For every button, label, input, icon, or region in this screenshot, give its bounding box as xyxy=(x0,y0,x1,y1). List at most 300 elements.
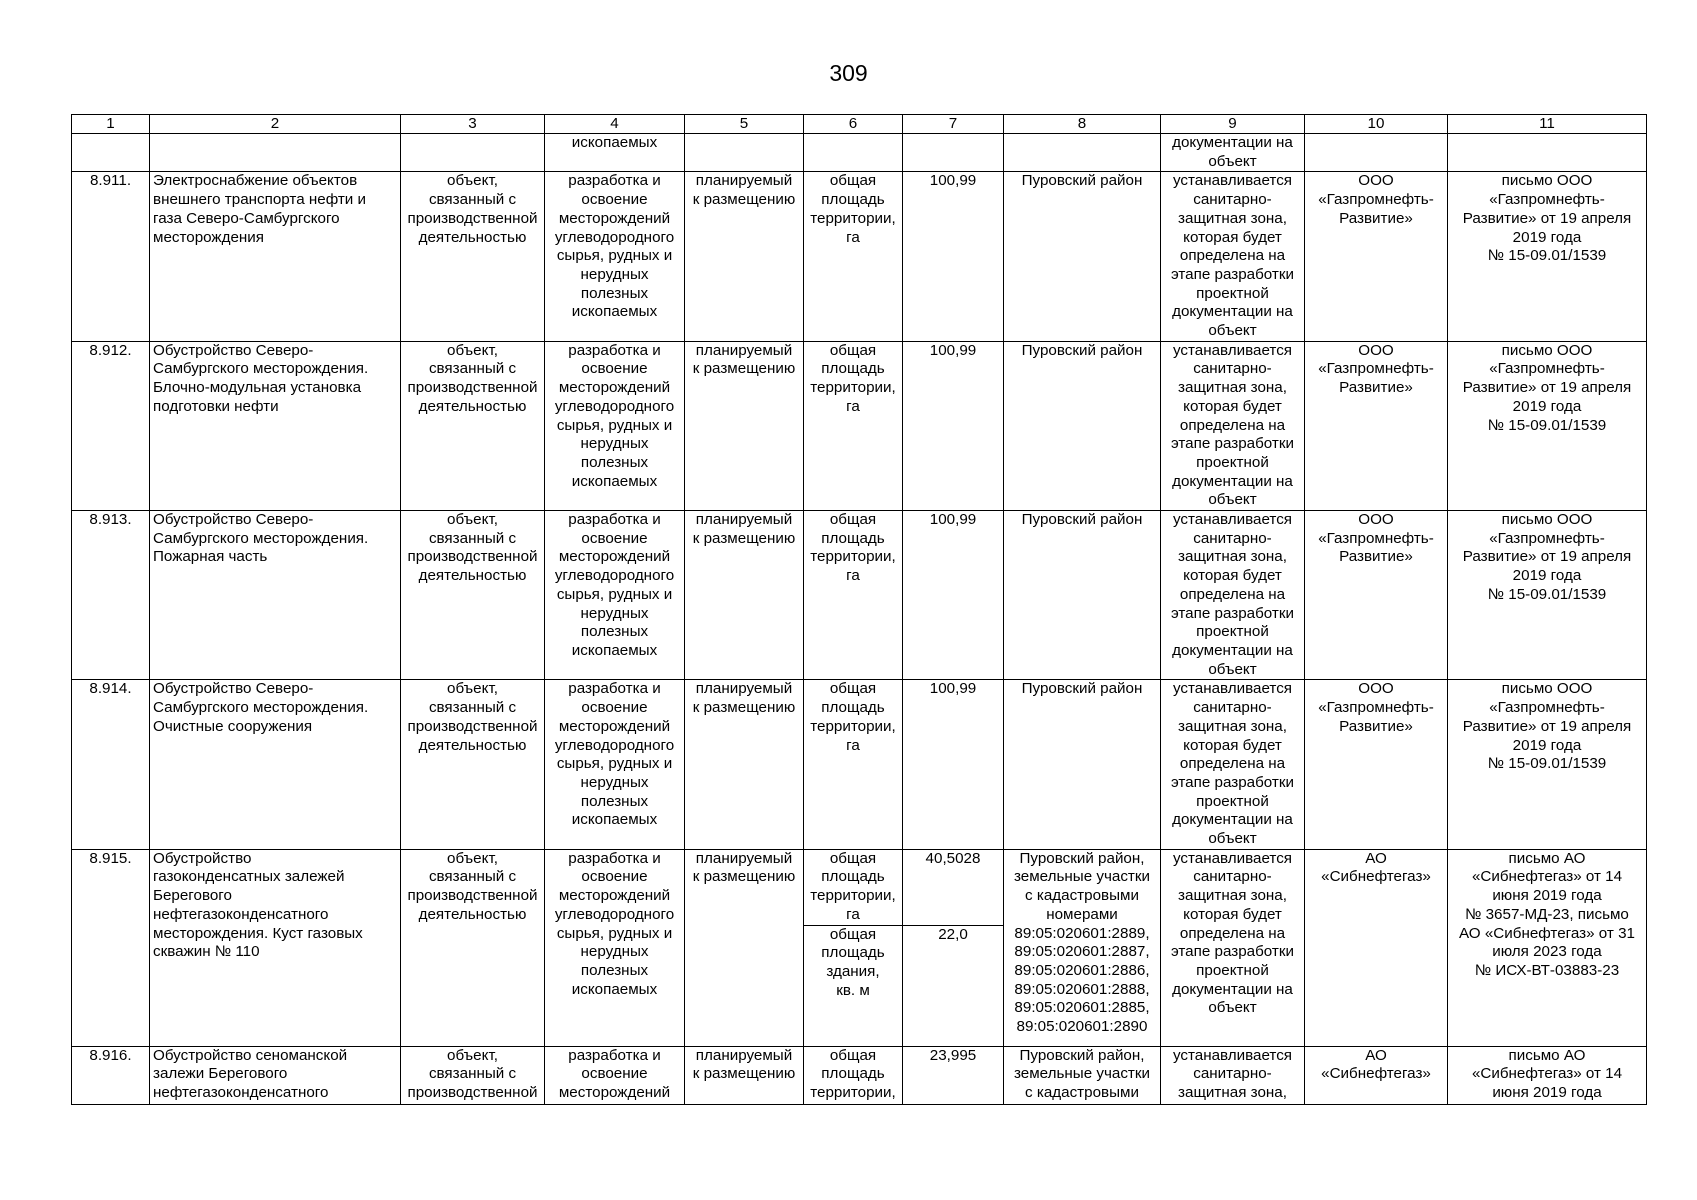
object-type-cell xyxy=(401,849,545,1046)
objects-table xyxy=(71,114,1647,1105)
cell-line: ископаемых xyxy=(571,641,658,659)
object-type-cell xyxy=(401,1046,545,1104)
cell-line: санитарно- xyxy=(1193,529,1272,547)
cell-line: га xyxy=(846,397,860,415)
initiator-cell xyxy=(1305,1046,1448,1104)
cell-line: деятельностью xyxy=(418,567,527,585)
cell-line: № 15-09.01/1539 xyxy=(1487,585,1607,603)
cell-line: объект xyxy=(1208,660,1257,678)
cell-line: письмо ООО xyxy=(1501,680,1593,698)
purpose-cell xyxy=(545,172,685,341)
cell-line: планируемый xyxy=(695,849,793,867)
value-cell: 22,0 xyxy=(903,925,1004,1046)
cell-line: скважин № 110 xyxy=(153,943,260,961)
cell-line: общая xyxy=(829,680,877,698)
cell-line: проектной xyxy=(1196,792,1269,810)
cell-line: связанный с xyxy=(428,1065,517,1083)
column-number: 7 xyxy=(903,115,1004,134)
cell-line: сырья, рудных и xyxy=(556,585,673,603)
cell-line: разработка и xyxy=(568,511,661,529)
cell-line: месторождений xyxy=(558,379,671,397)
object-name-cell xyxy=(150,680,401,849)
cell-line: нерудных xyxy=(580,943,649,961)
object-name-cell xyxy=(150,511,401,680)
purpose-cell xyxy=(545,1046,685,1104)
cell-line: июля 2023 года xyxy=(1492,943,1602,961)
cell-line: Пуровский район xyxy=(1021,680,1143,698)
object-name-cell xyxy=(150,341,401,510)
cell-line: 2019 года xyxy=(1512,736,1582,754)
cell-line: документации на xyxy=(1172,811,1293,829)
value-cell: 100,99 xyxy=(903,511,1004,680)
cell-line: углеводородного xyxy=(554,736,675,754)
table-cell xyxy=(150,134,401,172)
initiator-cell xyxy=(1305,172,1448,341)
cell-line: 89:05:020601:2885, xyxy=(1014,999,1150,1017)
continuation-row xyxy=(72,134,1647,172)
cell-line: документации на xyxy=(1172,472,1293,490)
cell-line: этапе разработки xyxy=(1170,265,1294,283)
cell-line: Пуровский район xyxy=(1021,511,1143,529)
table-cell xyxy=(72,134,150,172)
zone-cell xyxy=(1161,680,1305,849)
cell-line: определена на xyxy=(1179,585,1286,603)
cell-line: планируемый xyxy=(695,511,793,529)
cell-line: Пуровский район xyxy=(1021,341,1143,359)
source-cell xyxy=(1448,511,1647,680)
cell-line: защитная зона, xyxy=(1178,379,1287,397)
cell-line: Очистные сооружения xyxy=(153,717,313,735)
value-cell: 40,5028 xyxy=(903,849,1004,925)
cell-line: связанный с xyxy=(428,529,517,547)
cell-line: АО xyxy=(1365,849,1387,867)
cell-line: проектной xyxy=(1196,284,1269,302)
object-type-cell xyxy=(401,680,545,849)
cell-line: кв. м xyxy=(836,981,870,999)
cell-line: Берегового xyxy=(153,887,232,905)
cell-line: га xyxy=(846,228,860,246)
cell-line: которая будет xyxy=(1183,397,1282,415)
cell-line: защитная зона, xyxy=(1178,887,1287,905)
cell-line: объект, xyxy=(447,849,498,867)
cell-line: подготовки нефти xyxy=(153,397,279,415)
table-row xyxy=(72,172,1647,341)
column-number: 9 xyxy=(1161,115,1305,134)
cell-line: № 15-09.01/1539 xyxy=(1487,755,1607,773)
location-cell xyxy=(1004,172,1161,341)
cell-line: Развитие» xyxy=(1339,548,1413,566)
cell-line: связанный с xyxy=(428,868,517,886)
cell-line: определена на xyxy=(1179,416,1286,434)
cell-line: Развитие» xyxy=(1339,717,1413,735)
cell-line: санитарно- xyxy=(1193,191,1272,209)
cell-line: Развитие» от 19 апреля xyxy=(1462,209,1632,227)
cell-line: внешнего транспорта нефти и xyxy=(153,191,366,209)
location-cell xyxy=(1004,849,1161,1046)
cell-line: Пуровский район, xyxy=(1019,849,1145,867)
cell-line: Самбургского месторождения. xyxy=(153,699,369,717)
cell-line: июня 2019 года xyxy=(1492,887,1602,905)
cell-line: защитная зона, xyxy=(1178,209,1287,227)
cell-line: производственной xyxy=(407,1083,538,1101)
value-cell: 100,99 xyxy=(903,341,1004,510)
cell-line: письмо ООО xyxy=(1501,172,1593,190)
zone-cell xyxy=(1161,341,1305,510)
source-cell xyxy=(1448,1046,1647,1104)
column-number: 11 xyxy=(1448,115,1647,134)
cell-line: площадь xyxy=(821,944,885,962)
cell-line: разработка и xyxy=(568,1046,661,1064)
cell-line: территории, xyxy=(810,379,896,397)
cell-line: деятельностью xyxy=(418,736,527,754)
cell-line: объект, xyxy=(447,680,498,698)
cell-line: АО xyxy=(1365,1046,1387,1064)
table-row xyxy=(72,1046,1647,1104)
cell-line: Развитие» от 19 апреля xyxy=(1462,379,1632,397)
cell-line: № ИСХ-ВТ-03883-23 xyxy=(1474,961,1620,979)
cell-line: полезных xyxy=(580,284,649,302)
cell-line: 89:05:020601:2890 xyxy=(1016,1018,1148,1036)
cell-line: площадь xyxy=(821,360,885,378)
cell-line: документации на xyxy=(1172,641,1293,659)
cell-line: проектной xyxy=(1196,453,1269,471)
cell-line: «Газпромнефть- xyxy=(1489,360,1605,378)
cell-line: «Газпромнефть- xyxy=(1318,529,1434,547)
status-cell xyxy=(685,172,804,341)
column-number: 5 xyxy=(685,115,804,134)
cell-line: объект xyxy=(1208,322,1257,340)
cell-line: общая xyxy=(829,341,877,359)
cell-line: связанный с xyxy=(428,191,517,209)
characteristic-cell xyxy=(804,925,903,1046)
cell-line: «Газпромнефть- xyxy=(1489,529,1605,547)
column-number: 2 xyxy=(150,115,401,134)
cell-line: объект xyxy=(1208,830,1257,848)
value-cell: 100,99 xyxy=(903,172,1004,341)
source-cell xyxy=(1448,341,1647,510)
cell-line: «Газпромнефть- xyxy=(1489,699,1605,717)
cell-line: ископаемых xyxy=(571,303,658,321)
cell-line: с кадастровыми xyxy=(1025,1083,1139,1101)
cell-line: углеводородного xyxy=(554,567,675,585)
cell-line: производственной xyxy=(407,717,538,735)
cell-line: к размещению xyxy=(692,529,796,547)
table-row xyxy=(72,680,1647,849)
source-cell xyxy=(1448,849,1647,1046)
cell-line: «Газпромнефть- xyxy=(1318,360,1434,378)
cell-line: Пуровский район xyxy=(1021,172,1143,190)
cell-line: «Сибнефтегаз» от 14 xyxy=(1471,868,1623,886)
table-cell xyxy=(401,134,545,172)
cell-line: га xyxy=(846,905,860,923)
cell-line: нерудных xyxy=(580,265,649,283)
cell-line: нерудных xyxy=(580,773,649,791)
cell-line: санитарно- xyxy=(1193,868,1272,886)
cell-line: проектной xyxy=(1196,623,1269,641)
cell-line: газа Северо-Самбургского xyxy=(153,209,340,227)
table-row xyxy=(72,511,1647,680)
cell-line: разработка и xyxy=(568,172,661,190)
cell-line: освоение xyxy=(581,529,648,547)
cell-line: Обустройство Северо- xyxy=(153,511,314,529)
cell-line: сырья, рудных и xyxy=(556,247,673,265)
table-cell xyxy=(1004,134,1161,172)
cell-line: письмо АО xyxy=(1508,849,1586,867)
cell-line: 2019 года xyxy=(1512,228,1582,246)
cell-line: площадь xyxy=(821,191,885,209)
table-row xyxy=(72,849,1647,925)
cell-line: объект, xyxy=(447,341,498,359)
initiator-cell xyxy=(1305,849,1448,1046)
cell-line: санитарно- xyxy=(1193,1065,1272,1083)
cell-line: планируемый xyxy=(695,680,793,698)
cell-line: «Сибнефтегаз» xyxy=(1321,1065,1431,1083)
column-number: 4 xyxy=(545,115,685,134)
page-number: 309 xyxy=(829,60,868,86)
cell-line: «Газпромнефть- xyxy=(1318,699,1434,717)
cell-line: освоение xyxy=(581,868,648,886)
cell-line: Развитие» xyxy=(1339,209,1413,227)
location-cell xyxy=(1004,680,1161,849)
cell-line: «Газпромнефть- xyxy=(1489,191,1605,209)
cell-line: здания, xyxy=(826,962,880,980)
cell-line: Развитие» xyxy=(1339,379,1413,397)
cell-line: Развитие» от 19 апреля xyxy=(1462,548,1632,566)
cell-line: объект xyxy=(1208,152,1257,170)
cell-line: ископаемых xyxy=(571,980,658,998)
cell-line: «Сибнефтегаз» от 14 xyxy=(1471,1065,1623,1083)
cell-line: этапе разработки xyxy=(1170,604,1294,622)
object-name-cell xyxy=(150,849,401,1046)
cell-line: этапе разработки xyxy=(1170,943,1294,961)
zone-cell xyxy=(1161,849,1305,1046)
status-cell xyxy=(685,680,804,849)
cell-line: ООО xyxy=(1358,511,1394,529)
cell-line: залежи Берегового xyxy=(153,1065,288,1083)
cell-line: документации на xyxy=(1172,303,1293,321)
cell-line: производственной xyxy=(407,548,538,566)
status-cell xyxy=(685,849,804,1046)
cell-line: Самбургского месторождения. xyxy=(153,360,369,378)
cell-line: определена на xyxy=(1179,755,1286,773)
cell-line: сырья, рудных и xyxy=(556,924,673,942)
cell-line: защитная зона, xyxy=(1178,717,1287,735)
cell-line: «Сибнефтегаз» xyxy=(1321,868,1431,886)
purpose-cell xyxy=(545,511,685,680)
cell-line: полезных xyxy=(580,961,649,979)
location-cell xyxy=(1004,1046,1161,1104)
cell-line: документации на xyxy=(1172,980,1293,998)
cell-line: 89:05:020601:2888, xyxy=(1014,980,1150,998)
cell-line: Обустройство Северо- xyxy=(153,341,314,359)
object-name-cell xyxy=(150,172,401,341)
cell-line: к размещению xyxy=(692,1065,796,1083)
cell-line: деятельностью xyxy=(418,397,527,415)
cell-line: Развитие» от 19 апреля xyxy=(1462,717,1632,735)
cell-line: территории, xyxy=(810,548,896,566)
cell-line: объект xyxy=(1208,999,1257,1017)
table-cell xyxy=(1305,134,1448,172)
cell-line: территории, xyxy=(810,209,896,227)
cell-line: которая будет xyxy=(1183,736,1282,754)
cell-line: Пожарная часть xyxy=(153,548,268,566)
cell-line: определена на xyxy=(1179,247,1286,265)
zone-cell xyxy=(1161,134,1305,172)
cell-line: ООО xyxy=(1358,172,1394,190)
cell-line: освоение xyxy=(581,191,648,209)
cell-line: производственной xyxy=(407,379,538,397)
object-type-cell xyxy=(401,511,545,680)
cell-line: которая будет xyxy=(1183,567,1282,585)
cell-line: разработка и xyxy=(568,680,661,698)
cell-line: планируемый xyxy=(695,172,793,190)
cell-line: объект, xyxy=(447,511,498,529)
cell-line: освоение xyxy=(581,1065,648,1083)
cell-line: производственной xyxy=(407,209,538,227)
cell-line: территории, xyxy=(810,717,896,735)
initiator-cell xyxy=(1305,511,1448,680)
cell-line: июня 2019 года xyxy=(1492,1083,1602,1101)
cell-line: к размещению xyxy=(692,360,796,378)
cell-line: территории, xyxy=(810,887,896,905)
row-number: 8.914. xyxy=(72,680,150,849)
cell-line: сырья, рудных и xyxy=(556,416,673,434)
column-number: 8 xyxy=(1004,115,1161,134)
cell-line: № 3657-МД-23, письмо xyxy=(1465,905,1629,923)
cell-line: определена на xyxy=(1179,924,1286,942)
characteristic-cell xyxy=(804,511,903,680)
cell-line: месторождений xyxy=(558,548,671,566)
source-cell xyxy=(1448,680,1647,849)
cell-line: Обустройство Северо- xyxy=(153,680,314,698)
cell-line: освоение xyxy=(581,360,648,378)
cell-line: защитная зона, xyxy=(1178,548,1287,566)
cell-line: 89:05:020601:2886, xyxy=(1014,961,1150,979)
cell-line: ископаемых xyxy=(571,811,658,829)
cell-line: которая будет xyxy=(1183,228,1282,246)
purpose-cell xyxy=(545,341,685,510)
cell-line: связанный с xyxy=(428,699,517,717)
table-cell xyxy=(903,134,1004,172)
cell-line: территории, xyxy=(810,1083,896,1101)
cell-line: деятельностью xyxy=(418,228,527,246)
cell-line: АО «Сибнефтегаз» от 31 xyxy=(1459,924,1635,942)
cell-line: общая xyxy=(829,511,877,529)
cell-line: 2019 года xyxy=(1512,567,1582,585)
column-number: 10 xyxy=(1305,115,1448,134)
cell-line: с кадастровыми xyxy=(1025,887,1139,905)
cell-line: общая xyxy=(829,172,877,190)
status-cell xyxy=(685,341,804,510)
location-cell xyxy=(1004,341,1161,510)
row-number: 8.911. xyxy=(72,172,150,341)
cell-line: освоение xyxy=(581,699,648,717)
cell-line: к размещению xyxy=(692,191,796,209)
cell-line: земельные участки xyxy=(1014,1065,1150,1083)
cell-line: устанавливается xyxy=(1172,511,1293,529)
cell-line: разработка и xyxy=(568,849,661,867)
cell-line: разработка и xyxy=(568,341,661,359)
cell-line: устанавливается xyxy=(1172,341,1293,359)
object-type-cell xyxy=(401,341,545,510)
cell-line: устанавливается xyxy=(1172,1046,1293,1064)
cell-line: общая xyxy=(829,925,877,943)
cell-line: объект xyxy=(1208,491,1257,509)
cell-line: объект, xyxy=(447,1046,498,1064)
cell-line: этапе разработки xyxy=(1170,435,1294,453)
purpose-cell xyxy=(545,849,685,1046)
cell-line: месторождений xyxy=(558,887,671,905)
cell-line: нефтегазоконденсатного xyxy=(153,1083,329,1101)
row-number: 8.915. xyxy=(72,849,150,1046)
cell-line: № 15-09.01/1539 xyxy=(1487,416,1607,434)
characteristic-cell xyxy=(804,680,903,849)
cell-line: к размещению xyxy=(692,868,796,886)
cell-line: санитарно- xyxy=(1193,360,1272,378)
cell-line: нерудных xyxy=(580,435,649,453)
cell-line: сырья, рудных и xyxy=(556,755,673,773)
cell-line: устанавливается xyxy=(1172,172,1293,190)
cell-line: углеводородного xyxy=(554,228,675,246)
cell-line: защитная зона, xyxy=(1178,1083,1287,1101)
characteristic-cell xyxy=(804,1046,903,1104)
cell-line: газоконденсатных залежей xyxy=(153,868,345,886)
cell-line: санитарно- xyxy=(1193,699,1272,717)
characteristic-cell xyxy=(804,172,903,341)
cell-line: га xyxy=(846,736,860,754)
cell-line: углеводородного xyxy=(554,397,675,415)
cell-line: этапе разработки xyxy=(1170,773,1294,791)
source-cell xyxy=(1448,172,1647,341)
zone-cell xyxy=(1161,172,1305,341)
cell-line: месторождений xyxy=(558,1083,671,1101)
cell-line: площадь xyxy=(821,868,885,886)
location-cell xyxy=(1004,511,1161,680)
cell-line: ископаемых xyxy=(571,472,658,490)
cell-line: «Газпромнефть- xyxy=(1318,191,1434,209)
cell-line: месторождения xyxy=(153,228,264,246)
cell-line: ООО xyxy=(1358,341,1394,359)
cell-line: полезных xyxy=(580,792,649,810)
column-number: 1 xyxy=(72,115,150,134)
cell-line: которая будет xyxy=(1183,905,1282,923)
cell-line: 89:05:020601:2889, xyxy=(1014,924,1150,942)
cell-line: общая xyxy=(829,849,877,867)
cell-line: Блочно-модульная установка xyxy=(153,379,362,397)
cell-line: документации на xyxy=(1172,134,1293,151)
table-row xyxy=(72,341,1647,510)
cell-line: Обустройство xyxy=(153,849,252,867)
cell-line: полезных xyxy=(580,623,649,641)
cell-line: ООО xyxy=(1358,680,1394,698)
cell-line: земельные участки xyxy=(1014,868,1150,886)
cell-line: месторождений xyxy=(558,717,671,735)
purpose-cell xyxy=(545,680,685,849)
object-name-cell xyxy=(150,1046,401,1104)
status-cell xyxy=(685,1046,804,1104)
cell-line: Электроснабжение объектов xyxy=(153,172,358,190)
purpose-cell: ископаемых xyxy=(545,134,685,172)
cell-line: нерудных xyxy=(580,604,649,622)
object-type-cell xyxy=(401,172,545,341)
cell-line: углеводородного xyxy=(554,905,675,923)
cell-line: га xyxy=(846,567,860,585)
cell-line: планируемый xyxy=(695,341,793,359)
cell-line: площадь xyxy=(821,1065,885,1083)
cell-line: проектной xyxy=(1196,961,1269,979)
status-cell xyxy=(685,511,804,680)
cell-line: Обустройство сеноманской xyxy=(153,1046,348,1064)
